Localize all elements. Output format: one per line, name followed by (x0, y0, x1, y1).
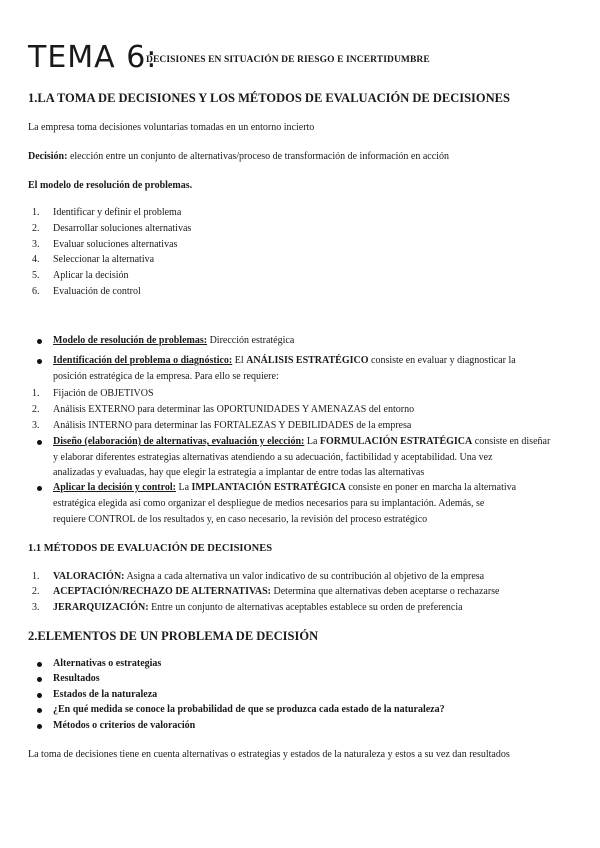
bullet-dot (37, 440, 42, 445)
list-item: Resultados (53, 673, 100, 684)
list-item: Fijación de OBJETIVOS (53, 388, 154, 399)
bullet-continuation: posición estratégica de la empresa. Para ello se requiere: (53, 371, 279, 382)
bullet-label: Aplicar la decisión y control: (53, 482, 176, 493)
bullet-text: consiste en poner en marcha la alternativa (345, 482, 517, 493)
list-item: ¿En qué medida se conoce la probabilidad de que se produzca cada estado de la naturaleza? (53, 704, 445, 715)
intro-paragraph: La empresa toma decisiones voluntarias tomadas en un entorno incierto (28, 122, 315, 133)
section-1-heading: 1.LA TOMA DE DECISIONES Y LOS MÉTODOS DE EVALUACIÓN DE DECISIONES (28, 91, 510, 105)
list-item: Alternativas o estrategias (53, 658, 162, 669)
list-item-number: 5. (32, 270, 40, 281)
decision-definition (28, 151, 449, 162)
section-2-heading: 2.ELEMENTOS DE UN PROBLEMA DE DECISIÓN (28, 629, 319, 643)
bullet-dot (37, 486, 42, 491)
bullet-model (53, 335, 294, 346)
bullet-label: Diseño (elaboración) de alternativas, evaluación y elección: (53, 436, 305, 447)
list-item: Análisis EXTERNO para determinar las OPORTUNIDADES Y AMENAZAS del entorno (53, 404, 415, 415)
model-heading: El modelo de resolución de problemas. (28, 180, 193, 191)
list-item-number: 4. (32, 254, 40, 265)
decision-label: Decisión: (28, 151, 68, 162)
bullet-bold: FORMULACIÓN ESTRATÉGICA (319, 436, 473, 447)
bullet-dot (37, 724, 42, 729)
bullet-dot (37, 662, 42, 667)
bullet-dot (37, 708, 42, 713)
list-item: Estados de la naturaleza (53, 689, 158, 700)
list-item: Desarrollar soluciones alternativas (53, 223, 192, 234)
bullet-continuation: analizadas y evaluadas, hay que elegir la estrategia a implantar de entre todas las alternativas (53, 467, 425, 478)
list-item-number: 3. (32, 420, 40, 431)
list-item-number: 1. (32, 207, 40, 218)
method-text: Entre un conjunto de alternativas aceptables establece su orden de preferencia (148, 602, 463, 613)
list-item: Evaluar soluciones alternativas (53, 239, 178, 250)
list-item: Análisis INTERNO para determinar las FORTALEZAS Y DEBILIDADES de la empresa (53, 420, 412, 431)
method-text: Determina que alternativas deben aceptarse o rechazarse (271, 586, 500, 597)
bullet-text: consiste en diseñar (472, 436, 551, 447)
bullet-continuation: y elaborar diferentes estrategias alternativas atendiendo a su adecuación, factibilidad y aceptabilidad. Una vez (53, 452, 493, 463)
method-item (53, 586, 500, 597)
bullet-bold: ANÁLISIS ESTRATÉGICO (246, 355, 369, 366)
list-item: Aplicar la decisión (53, 270, 129, 281)
bullet-text: La (304, 436, 320, 447)
list-item-number: 1. (32, 571, 40, 582)
list-item-number: 3. (32, 239, 40, 250)
decision-text: elección entre un conjunto de alternativas/proceso de transformación de información en acción (67, 151, 449, 162)
list-item: Evaluación de control (53, 286, 141, 297)
bullet-dot (37, 359, 42, 364)
list-item-number: 2. (32, 223, 40, 234)
list-item: Identificar y definir el problema (53, 207, 182, 218)
bullet-text: El (232, 355, 247, 366)
bullet-design (53, 436, 550, 447)
bullet-dot (37, 693, 42, 698)
page-title: TEMA 6: (28, 40, 158, 75)
list-item-number: 1. (32, 388, 40, 399)
method-label: JERARQUIZACIÓN: (53, 602, 149, 613)
list-item-number: 2. (32, 586, 40, 597)
method-label: VALORACIÓN: (53, 571, 125, 582)
list-item: Seleccionar la alternativa (53, 254, 155, 265)
bullet-label: Identificación del problema o diagnóstico: (53, 355, 233, 366)
list-item-number: 6. (32, 286, 40, 297)
list-item-number: 2. (32, 404, 40, 415)
list-item: Métodos o criterios de valoración (53, 720, 196, 731)
bullet-text: La (175, 482, 192, 493)
method-text: Asigna a cada alternativa un valor indicativo de su contribución al objetivo de la empresa (124, 571, 485, 582)
bullet-dot (37, 677, 42, 682)
bullet-dot (37, 339, 42, 344)
list-item-number: 3. (32, 602, 40, 613)
bullet-identification (53, 355, 516, 366)
bullet-apply (53, 482, 516, 493)
method-item (53, 571, 484, 582)
closing-paragraph: La toma de decisiones tiene en cuenta alternativas o estrategias y estados de la naturaleza y estos a su vez dan resultados (28, 749, 510, 760)
method-item (53, 602, 463, 613)
method-label: ACEPTACIÓN/RECHAZO DE ALTERNATIVAS: (53, 586, 272, 597)
bullet-continuation: estratégica elegida así como organizar el despliegue de medios necesarios para su implantación. Además, se (53, 498, 485, 509)
section-1-1-heading: 1.1 MÉTODOS DE EVALUACIÓN DE DECISIONES (28, 543, 273, 554)
page-subtitle: DECISIONES EN SITUACIÓN DE RIESGO E INCERTIDUMBRE (146, 55, 430, 65)
bullet-text: consiste en evaluar y diagnosticar la (368, 355, 516, 366)
bullet-text: Dirección estratégica (207, 335, 295, 346)
bullet-bold: IMPLANTACIÓN ESTRATÉGICA (191, 482, 346, 493)
bullet-label: Modelo de resolución de problemas: (53, 335, 208, 346)
bullet-continuation: requiere CONTROL de los resultados y, en caso necesario, la revisión del proceso estratégico (53, 514, 428, 525)
